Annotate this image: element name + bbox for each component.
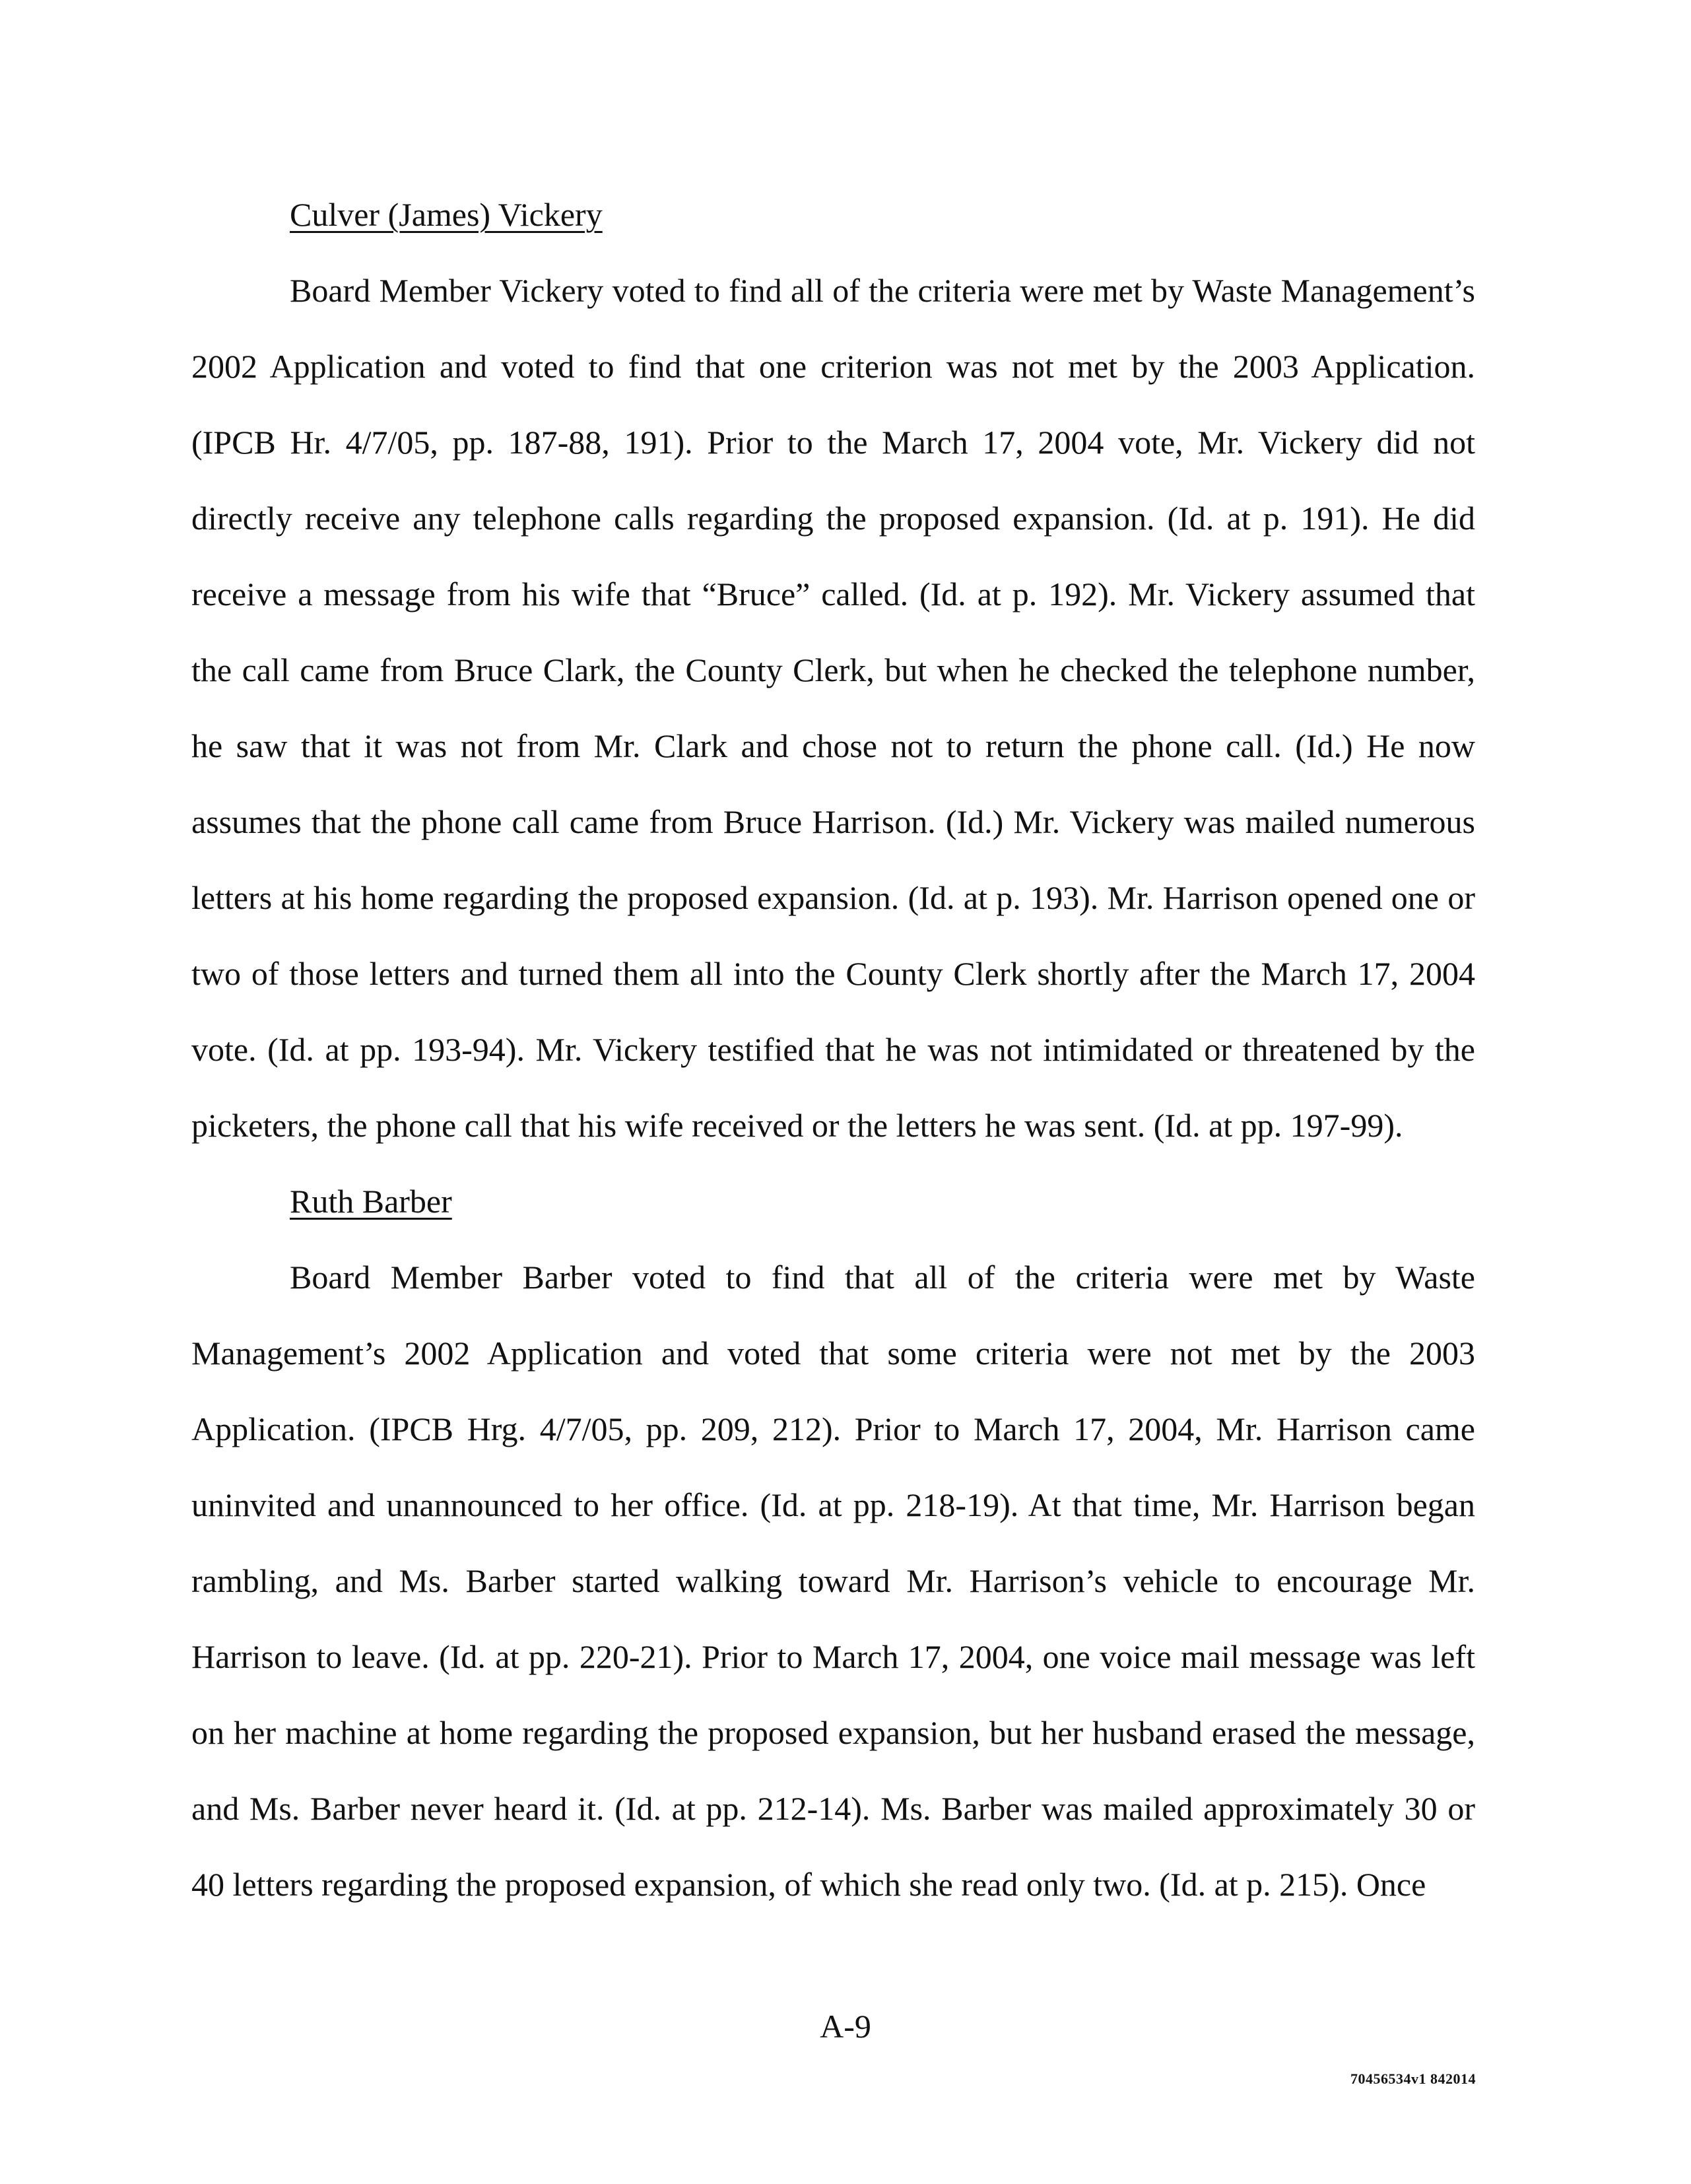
document-id: 70456534v1 842014 xyxy=(1350,2070,1476,2087)
paragraph-barber: Board Member Barber voted to find that all of the criteria were met by Waste Management’s 2002 Application and voted that some criteria were not met by the 2003 Application. (IPCB Hrg. 4/7/05, pp. 209, 212). Prior to March 17, 2004, Mr. Harrison came uninvited and unannounced to her office. (Id. at pp. 218-19). At that time, Mr. Harrison began rambling, and Ms. Barber started walking toward Mr. Harrison’s vehicle to encourage Mr. Harrison to leave. (Id. at pp. 220-21). Prior to March 17, 2004, one voice mail message was left on her machine at home regarding the proposed expansion, but her husband erased the message, and Ms. Barber never heard it. (Id. at pp. 212-14). Ms. Barber was mailed approximately 30 or 40 letters regarding the proposed expansion, of which she read only two. (Id. at p. 215). Once xyxy=(191,1259,1475,1903)
body-text xyxy=(191,177,1475,1923)
section-heading-barber: Ruth Barber xyxy=(290,1183,452,1220)
paragraph-vickery: Board Member Vickery voted to find all of the criteria were met by Waste Management’s 2002 Application and voted to find that one criterion was not met by the 2003 Application. (IPCB Hr. 4/7/05, pp. 187-88, 191). Prior to the March 17, 2004 vote, Mr. Vickery did not directly receive any telephone calls regarding the proposed expansion. (Id. at p. 191). He did receive a message from his wife that “Bruce” called. (Id. at p. 192). Mr. Vickery assumed that the call came from Bruce Clark, the County Clerk, but when he checked the telephone number, he saw that it was not from Mr. Clark and chose not to return the phone call. (Id.) He now assumes that the phone call came from Bruce Harrison. (Id.) Mr. Vickery was mailed numerous letters at his home regarding the proposed expansion. (Id. at p. 193). Mr. Harrison opened one or two of those letters and turned them all into the County Clerk shortly after the March 17, 2004 vote. (Id. at pp. 193-94). Mr. Vickery testified that he was not intimidated or threatened by the picketers, the phone call that his wife received or the letters he was sent. (Id. at pp. 197-99). xyxy=(191,272,1475,1144)
page-number: A-9 xyxy=(820,2008,871,2045)
section-heading-vickery: Culver (James) Vickery xyxy=(290,196,603,233)
